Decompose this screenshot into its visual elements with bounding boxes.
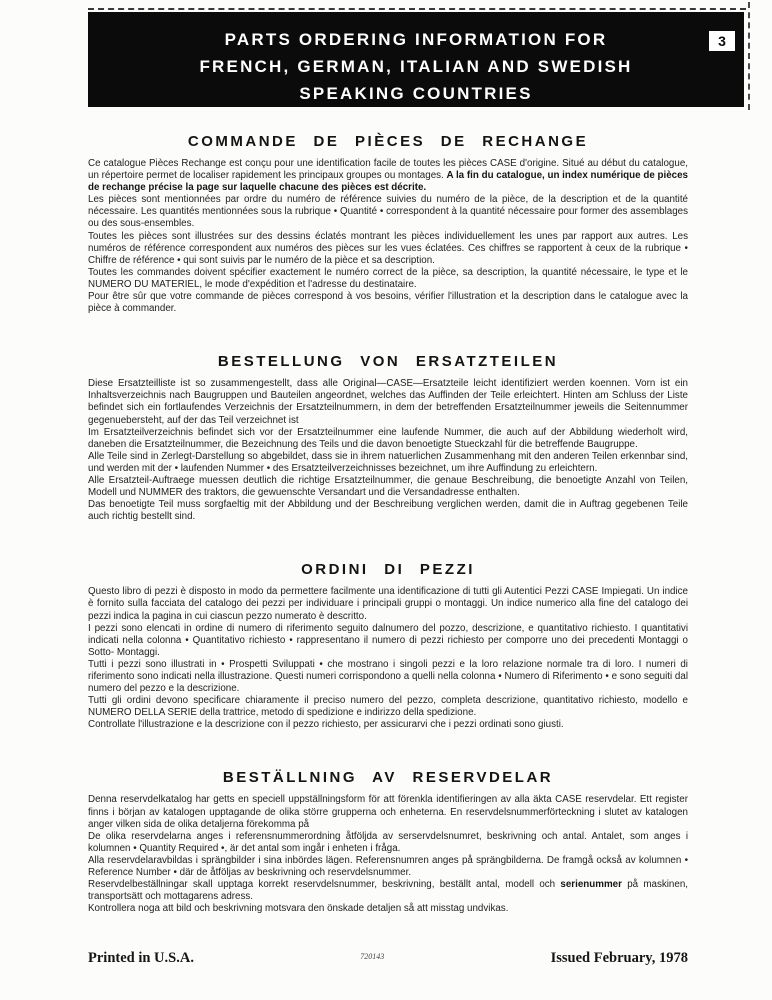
paragraph — [88, 267, 688, 291]
text-run: Toutes les pièces sont illustrées sur des dessins éclatés montrant les pièces individuellement les unes par rapport aux autres. Les numéros de référence correspondent aux numéros des pièces sur les vues éclatées. Ces chiffres se rapportent à ceux de la rubrique • Chiffre de référence • qui sont suivis par le numéro de la pièce et sa description. — [88, 230, 688, 266]
text-run: Diese Ersatzteilliste ist so zusammengestellt, dass alle Original—CASE—Ersatzteile leicht identifiziert werden koennen. Vorn ist ein Inhaltsverzeichnis nach Baugruppen und Bauteilen angeordnet, welches das Auffinden der Teile erleichtert. Hinten am Schluss der Liste befindet sich ein fortlaufendes Verzeichnis der Ersatzteilnummern, in dem der betreffenden Ersatzteilnummer jeweils die Seitennummer gegenuebersteht, auf der das Teil verzeichnet ist — [88, 378, 688, 426]
section-heading: BESTÄLLNING AV RESERVDELAR — [222, 769, 554, 787]
bold-text: A la fin du catalogue, un index numérique de pièces de rechange précise la page sur laquelle chacune des pièces est décrite. — [88, 170, 689, 194]
section-heading: BESTELLUNG VON ERSATZTEILEN — [217, 353, 559, 371]
paragraph — [88, 291, 688, 315]
paragraph — [88, 719, 688, 731]
text-run: Alla reservdelaravbildas i sprängbilder i sina inbördes lägen. Referensnumren anges på sprängbilderna. De framgå också av kolumnen • Reference Number • där de åtföljas av beskrivning och reservdelsnummer. — [88, 854, 688, 879]
text-run: Denna reservdelkatalog har getts en speciell uppställningsform för att förenkla identifieringen av alla äkta CASE reservdelar. Ett register finns i början av katalogen upptagande de olika större grupperna och enheterna. En reservdelsnummerförteckning i slutet av katalogen anger vilken sida de olika detaljerna förekomma på — [88, 794, 688, 830]
title-banner — [88, 12, 744, 107]
scan-dash-top — [88, 8, 746, 10]
page-footer — [88, 950, 688, 967]
paragraph — [88, 586, 688, 622]
paragraph — [88, 623, 688, 659]
form-number: 720143 — [360, 952, 385, 961]
section-heading: COMMANDE DE PIÈCES DE RECHANGE — [187, 133, 589, 150]
sections-container — [88, 107, 688, 915]
issue-date: Issued February, 1978 — [550, 950, 688, 966]
text-run: Questo libro di pezzi è disposto in modo da permettere facilmente una identificazione di tutti gli Autentici Pezzi CASE Impiegati. Un indice è fornito sulla facciata del catalogo dei pezzi per individuare i principali gruppi o montaggi. Un indice numerico alla fine del catalogo dei pezzi indica la pagina in cui ciascun pezzo numerato è descritto. — [88, 586, 688, 622]
page-number-badge: 3 — [709, 31, 735, 51]
text-run: Das benoetigte Teil muss sorgfaeltig mit der Abbildung und der Beschreibung verglichen werden, damit die in Auftrag gegebenen Teile auch richtig bestellt sind. — [88, 499, 688, 523]
text-run: Reservdelbeställningar skall upptaga korrekt reservdelsnummer, beskrivning, beställt antal, modell och — [88, 879, 561, 891]
paragraph — [88, 427, 688, 451]
text-run: Tutti gli ordini devono specificare chiaramente il preciso numero del pezzo, completa descrizione, quantitativo richiesto, modello e NUMERO DELLA SERIE della trattrice, metodo di spedizione e indirizzo della spedizione. — [88, 695, 688, 719]
text-run: Pour être sûr que votre commande de pièces correspond à vos besoins, vérifier l'illustration et la description dans le catalogue avec la pièce à commander. — [88, 291, 688, 315]
paragraph — [88, 194, 688, 230]
paragraph — [88, 499, 688, 523]
paragraph — [88, 855, 688, 879]
text-run: på maskinen, transportsätt och mottagarens adress. — [88, 879, 688, 903]
text-run: Alle Teile sind in Zerlegt-Darstellung so abgebildet, dass sie in ihrem natuerlichen Zusammenhang mit den anderen Teilen erkennbar sind, und werden mit der • laufenden Nummer • des Ersatzteilverzeichnisses bezeichnet, um ihre Auffindung zu erleichtern. — [88, 450, 688, 474]
section-heading: ORDINI DI PEZZI — [301, 561, 475, 579]
text-run: De olika reservdelarna anges i referensnummerordning åtföljda av serservdelsnumret, beskrivning och antal. Antalet, som anges i kolumnen • Quantity Required •, är det antal som ingår i enheten i fråga. — [88, 830, 688, 854]
printed-in-note: Printed in U.S.A. — [88, 950, 194, 966]
section-french — [88, 133, 688, 315]
paragraph — [88, 903, 688, 915]
bold-text: serienummer — [560, 879, 622, 891]
text-run: Les pièces sont mentionnées par ordre du numéro de référence suivies du numéro de la pièce, de la description et de la quantité nécessaire. Les quantités mentionnées sous la rubrique • Quantité • correspondent à la quantité nécessaire pour former des assemblages ou des sous-ensembles. — [88, 194, 688, 230]
paragraph — [88, 158, 688, 194]
paragraph — [88, 378, 688, 426]
banner-title-line-1: PARTS ORDERING INFORMATION FOR — [224, 30, 608, 49]
text-run: Toutes les commandes doivent spécifier exactement le numéro correct de la pièce, sa description, la quantité nécessaire, le type et le NUMERO DU MATERIEL, le mode d'expédition et l'adresse du destinataire. — [88, 266, 688, 290]
text-run: Alle Ersatzteil-Auftraege muessen deutlich die richtige Ersatzteilnummer, die genaue Beschreibung, die benoetigte Anzahl von Teilen, Modell und NUMMER des traktors, die gewuenschte Versandart und die Versandadresse enthalten. — [88, 474, 688, 499]
text-run: Tutti i pezzi sono illustrati in • Prospetti Sviluppati • che mostrano i singoli pezzi e la loro relazione normale tra di loro. I numeri di riferimento sono indicati nella illustrazione. Questi numeri corrispondono a quelli nella colonna • Numero di Riferimento • e sono seguiti dal numero del pezzo e la descrizione. — [88, 658, 688, 695]
paragraph — [88, 831, 688, 855]
text-run: Kontrollera noga att bild och beskrivning motsvara den önskade detaljen så att misstag undvikas. — [88, 903, 509, 915]
paragraph — [88, 879, 688, 903]
paragraph — [88, 659, 688, 695]
text-run: Im Ersatzteilverzeichnis befindet sich vor der Ersatzteilnummer eine laufende Nummer, die auch auf der Abbildung wiederholt wird, daneben die Ersatzteilnummer, die Bezeichnung des Teils und die davon benoetigte Stueckzahl für die betreffende Baugruppe. — [88, 426, 688, 450]
paragraph — [88, 231, 688, 267]
paragraph — [88, 695, 688, 719]
text-run: Controllate l'illustrazione e la descrizione con il pezzo richiesto, per assicurarvi che i pezzi ordinati sono giusti. — [88, 719, 564, 731]
paragraph — [88, 451, 688, 475]
banner-title-line-2: FRENCH, GERMAN, ITALIAN AND SWEDISH — [199, 57, 633, 76]
banner-title-line-3: SPEAKING COUNTRIES — [299, 84, 533, 103]
text-run: I pezzi sono elencati in ordine di numero di riferimento seguito dalnumero del pozzo, descrizione, e quantitativo richiesto. I quantitativi indicati nella colonna • Quantitativo richiesto • rappresentano il numero di pezzi richiesto per comporre uno dei precedenti Montaggi o Sotto- Montaggi. — [88, 622, 688, 658]
section-swedish — [88, 769, 688, 915]
section-italian — [88, 561, 688, 731]
paragraph — [88, 794, 688, 830]
text-run: Ce catalogue Pièces Rechange est conçu pour une identification facile de toutes les pièces CASE d'origine. Situé au début du catalogue, un répertoire permet de localiser rapidement les principaux groupes ou montages. — [88, 158, 688, 182]
section-german — [88, 353, 688, 523]
scan-dash-right — [748, 2, 750, 110]
paragraph — [88, 475, 688, 499]
